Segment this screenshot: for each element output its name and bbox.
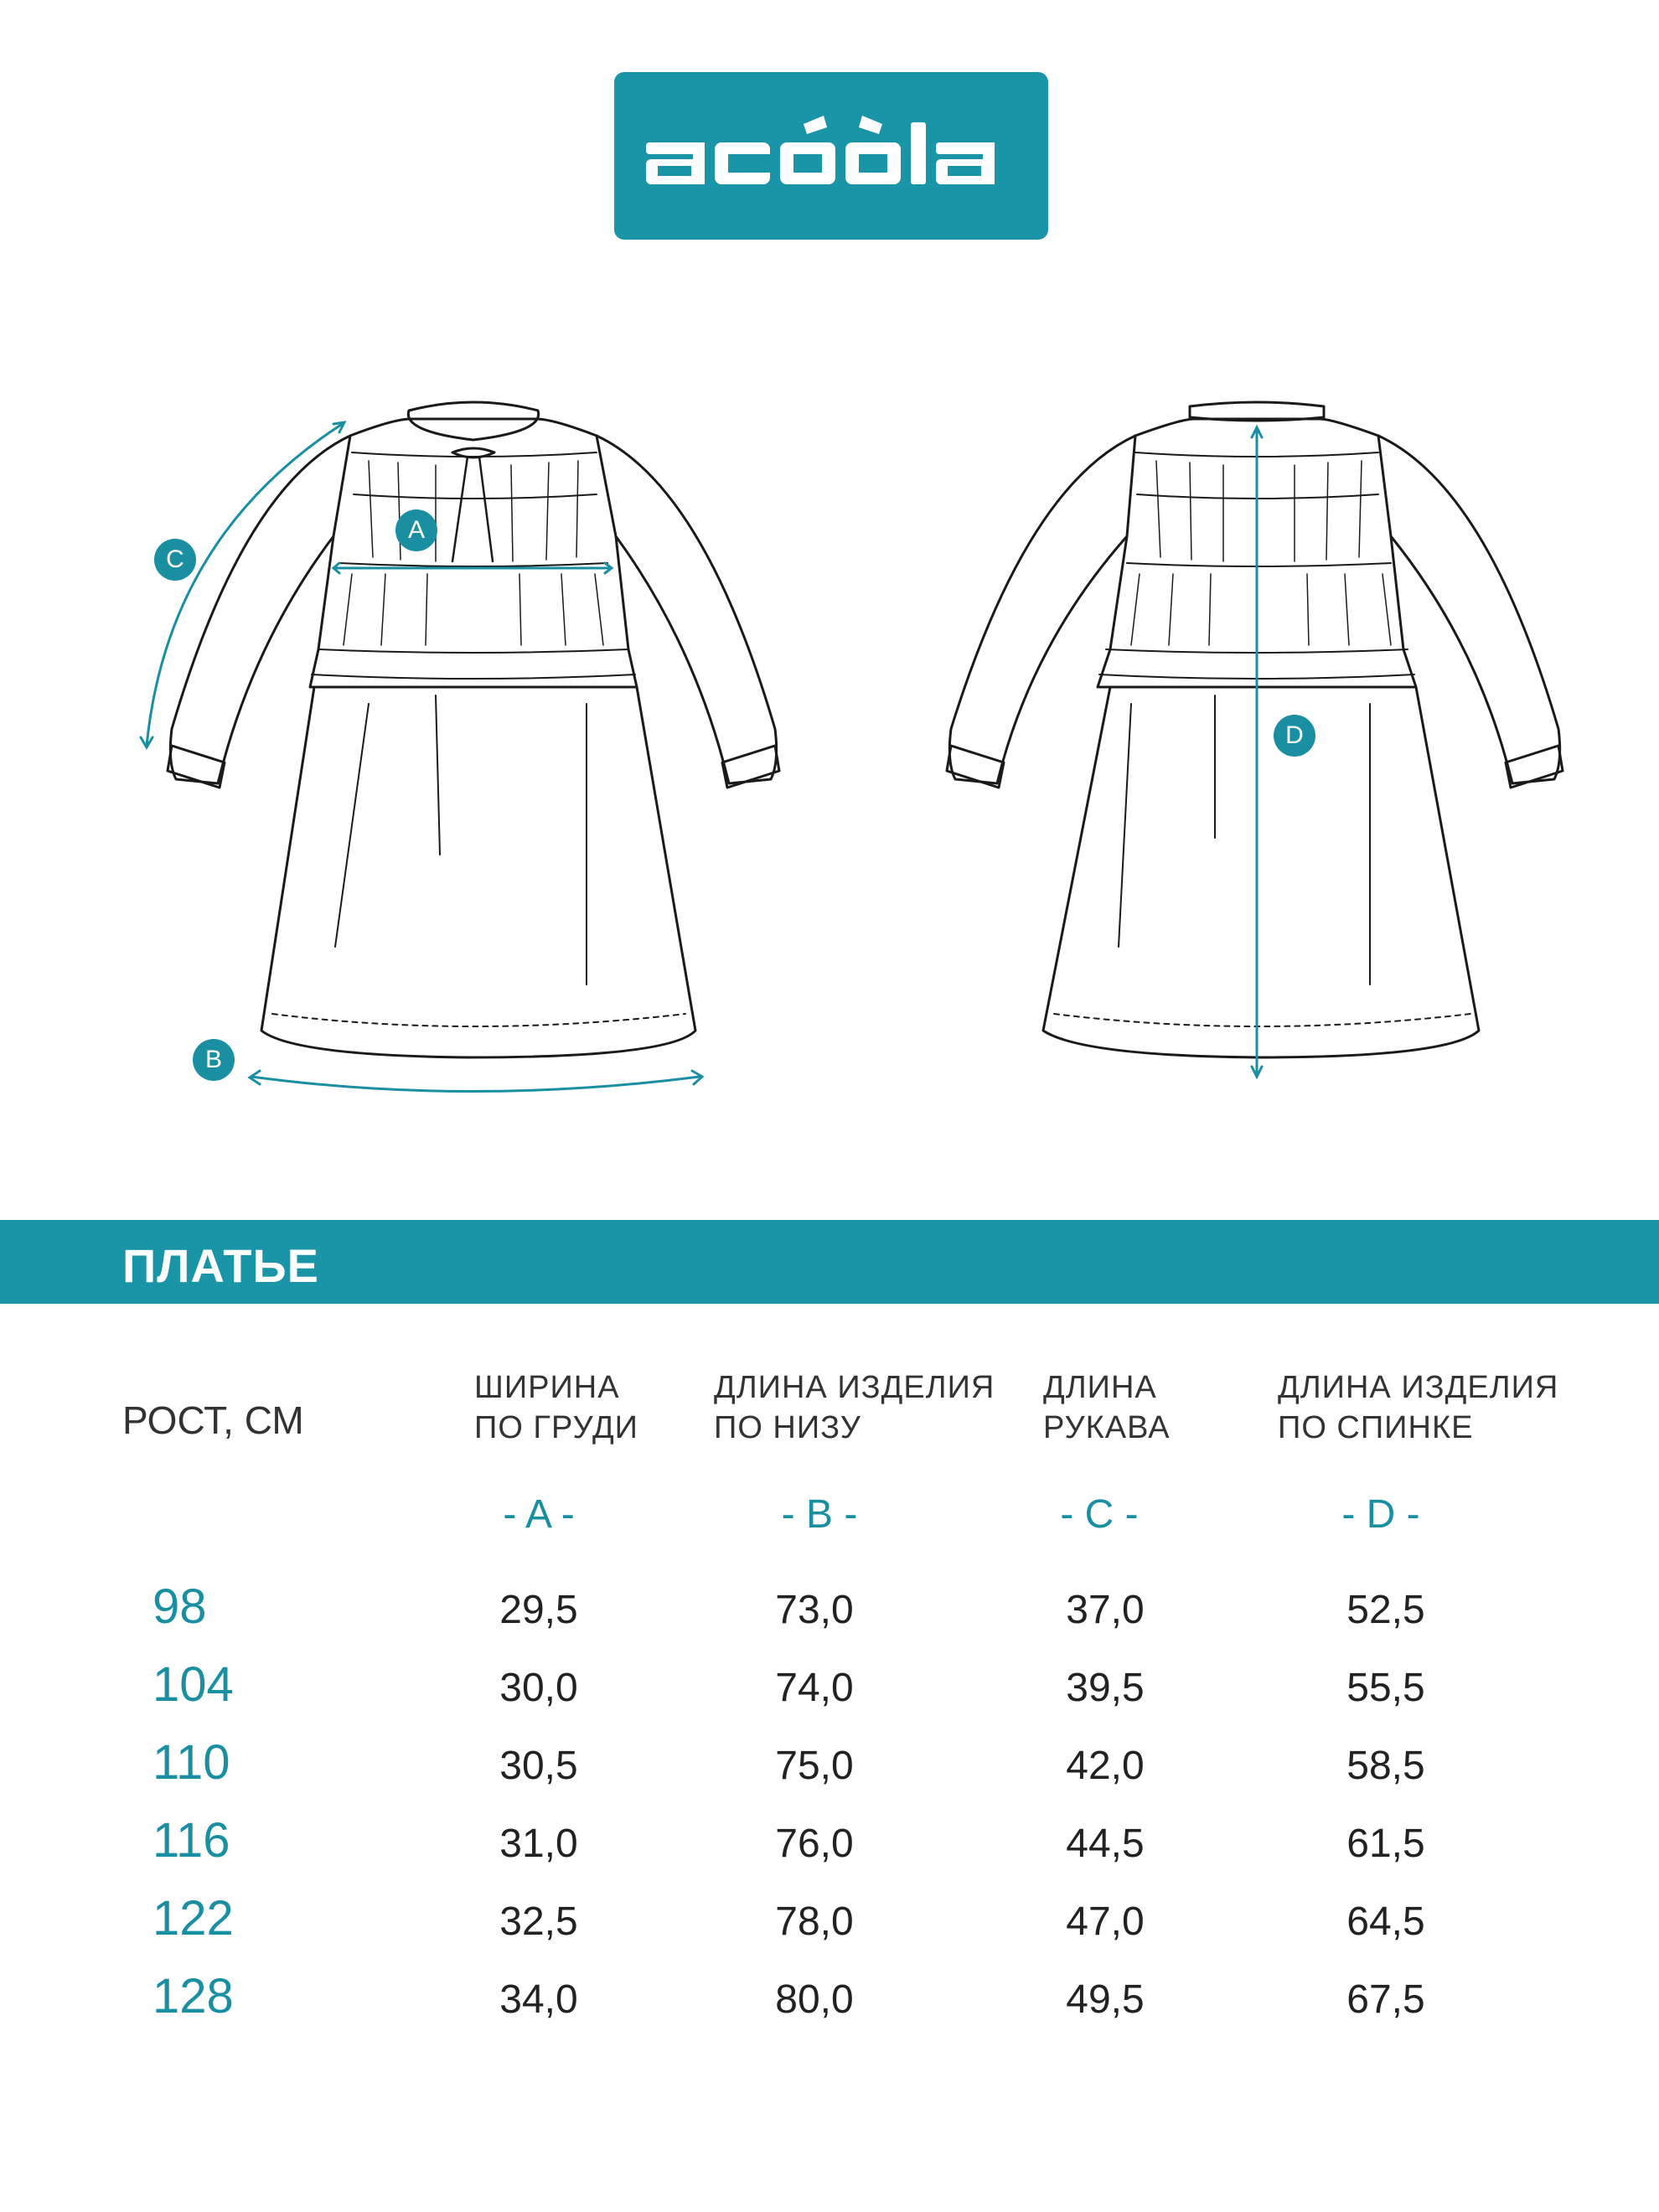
column-header-line: РУКАВА bbox=[1043, 1410, 1171, 1445]
table-cell: 61,5 bbox=[1346, 1822, 1425, 1866]
table-cell: 75,0 bbox=[775, 1744, 854, 1788]
acoola-logo-icon bbox=[614, 72, 1048, 240]
height-column-header: РОСТ, СМ bbox=[122, 1398, 304, 1442]
height-value: 122 bbox=[152, 1891, 234, 1946]
measure-b-line bbox=[251, 1077, 700, 1092]
marker-d: D bbox=[1274, 715, 1315, 757]
height-value: 116 bbox=[152, 1813, 230, 1868]
column-header-line: ДЛИНА ИЗДЕЛИЯ bbox=[714, 1370, 995, 1405]
table-cell: 30,5 bbox=[499, 1744, 578, 1788]
column-header-c bbox=[1043, 1367, 1171, 1448]
table-cell: 78,0 bbox=[775, 1899, 854, 1944]
section-header bbox=[0, 1220, 1659, 1304]
column-code-c: - C - bbox=[1060, 1492, 1139, 1537]
table-cell: 55,5 bbox=[1346, 1666, 1425, 1710]
marker-c: C bbox=[154, 539, 196, 581]
brand-logo bbox=[614, 72, 1048, 240]
dress-front-view bbox=[168, 402, 779, 1057]
table-cell: 44,5 bbox=[1066, 1822, 1145, 1866]
column-header-line: ШИРИНА bbox=[474, 1370, 620, 1405]
marker-b: B bbox=[193, 1039, 235, 1081]
column-code-b: - B - bbox=[781, 1492, 858, 1537]
table-cell: 30,0 bbox=[499, 1666, 578, 1710]
column-code-d: - D - bbox=[1341, 1492, 1420, 1537]
table-cell: 73,0 bbox=[775, 1588, 854, 1632]
table-cell: 67,5 bbox=[1346, 1977, 1425, 2022]
height-value: 104 bbox=[152, 1657, 234, 1712]
table-cell: 37,0 bbox=[1066, 1588, 1145, 1632]
table-cell: 80,0 bbox=[775, 1977, 854, 2022]
column-header-a bbox=[474, 1367, 638, 1448]
table-cell: 34,0 bbox=[499, 1977, 578, 2022]
table-cell: 47,0 bbox=[1066, 1899, 1145, 1944]
column-header-line: ПО НИЗУ bbox=[714, 1410, 861, 1445]
table-cell: 64,5 bbox=[1346, 1899, 1425, 1944]
column-header-line: ДЛИНА bbox=[1043, 1370, 1157, 1405]
section-title: ПЛАТЬЕ bbox=[122, 1239, 320, 1292]
table-cell: 31,0 bbox=[499, 1822, 578, 1866]
column-header-b bbox=[714, 1367, 995, 1448]
dress-technical-drawing bbox=[0, 369, 1659, 1140]
column-header-line: ПО СПИНКЕ bbox=[1278, 1410, 1474, 1445]
table-cell: 74,0 bbox=[775, 1666, 854, 1710]
table-cell: 39,5 bbox=[1066, 1666, 1145, 1710]
table-cell: 42,0 bbox=[1066, 1744, 1145, 1788]
table-cell: 58,5 bbox=[1346, 1744, 1425, 1788]
table-cell: 52,5 bbox=[1346, 1588, 1425, 1632]
column-header-line: ПО ГРУДИ bbox=[474, 1410, 638, 1445]
height-value: 98 bbox=[152, 1579, 207, 1634]
column-header-d bbox=[1278, 1367, 1558, 1448]
height-value: 110 bbox=[152, 1735, 230, 1790]
table-cell: 76,0 bbox=[775, 1822, 854, 1866]
dress-back-view bbox=[947, 402, 1563, 1057]
table-cell: 32,5 bbox=[499, 1899, 578, 1944]
table-cell: 49,5 bbox=[1066, 1977, 1145, 2022]
height-value: 128 bbox=[152, 1969, 234, 2023]
column-code-a: - A - bbox=[503, 1492, 575, 1537]
measurement-lines bbox=[141, 422, 1262, 1092]
table-cell: 29,5 bbox=[499, 1588, 578, 1632]
marker-a: A bbox=[395, 509, 437, 551]
column-header-line: ДЛИНА ИЗДЕЛИЯ bbox=[1278, 1370, 1559, 1405]
